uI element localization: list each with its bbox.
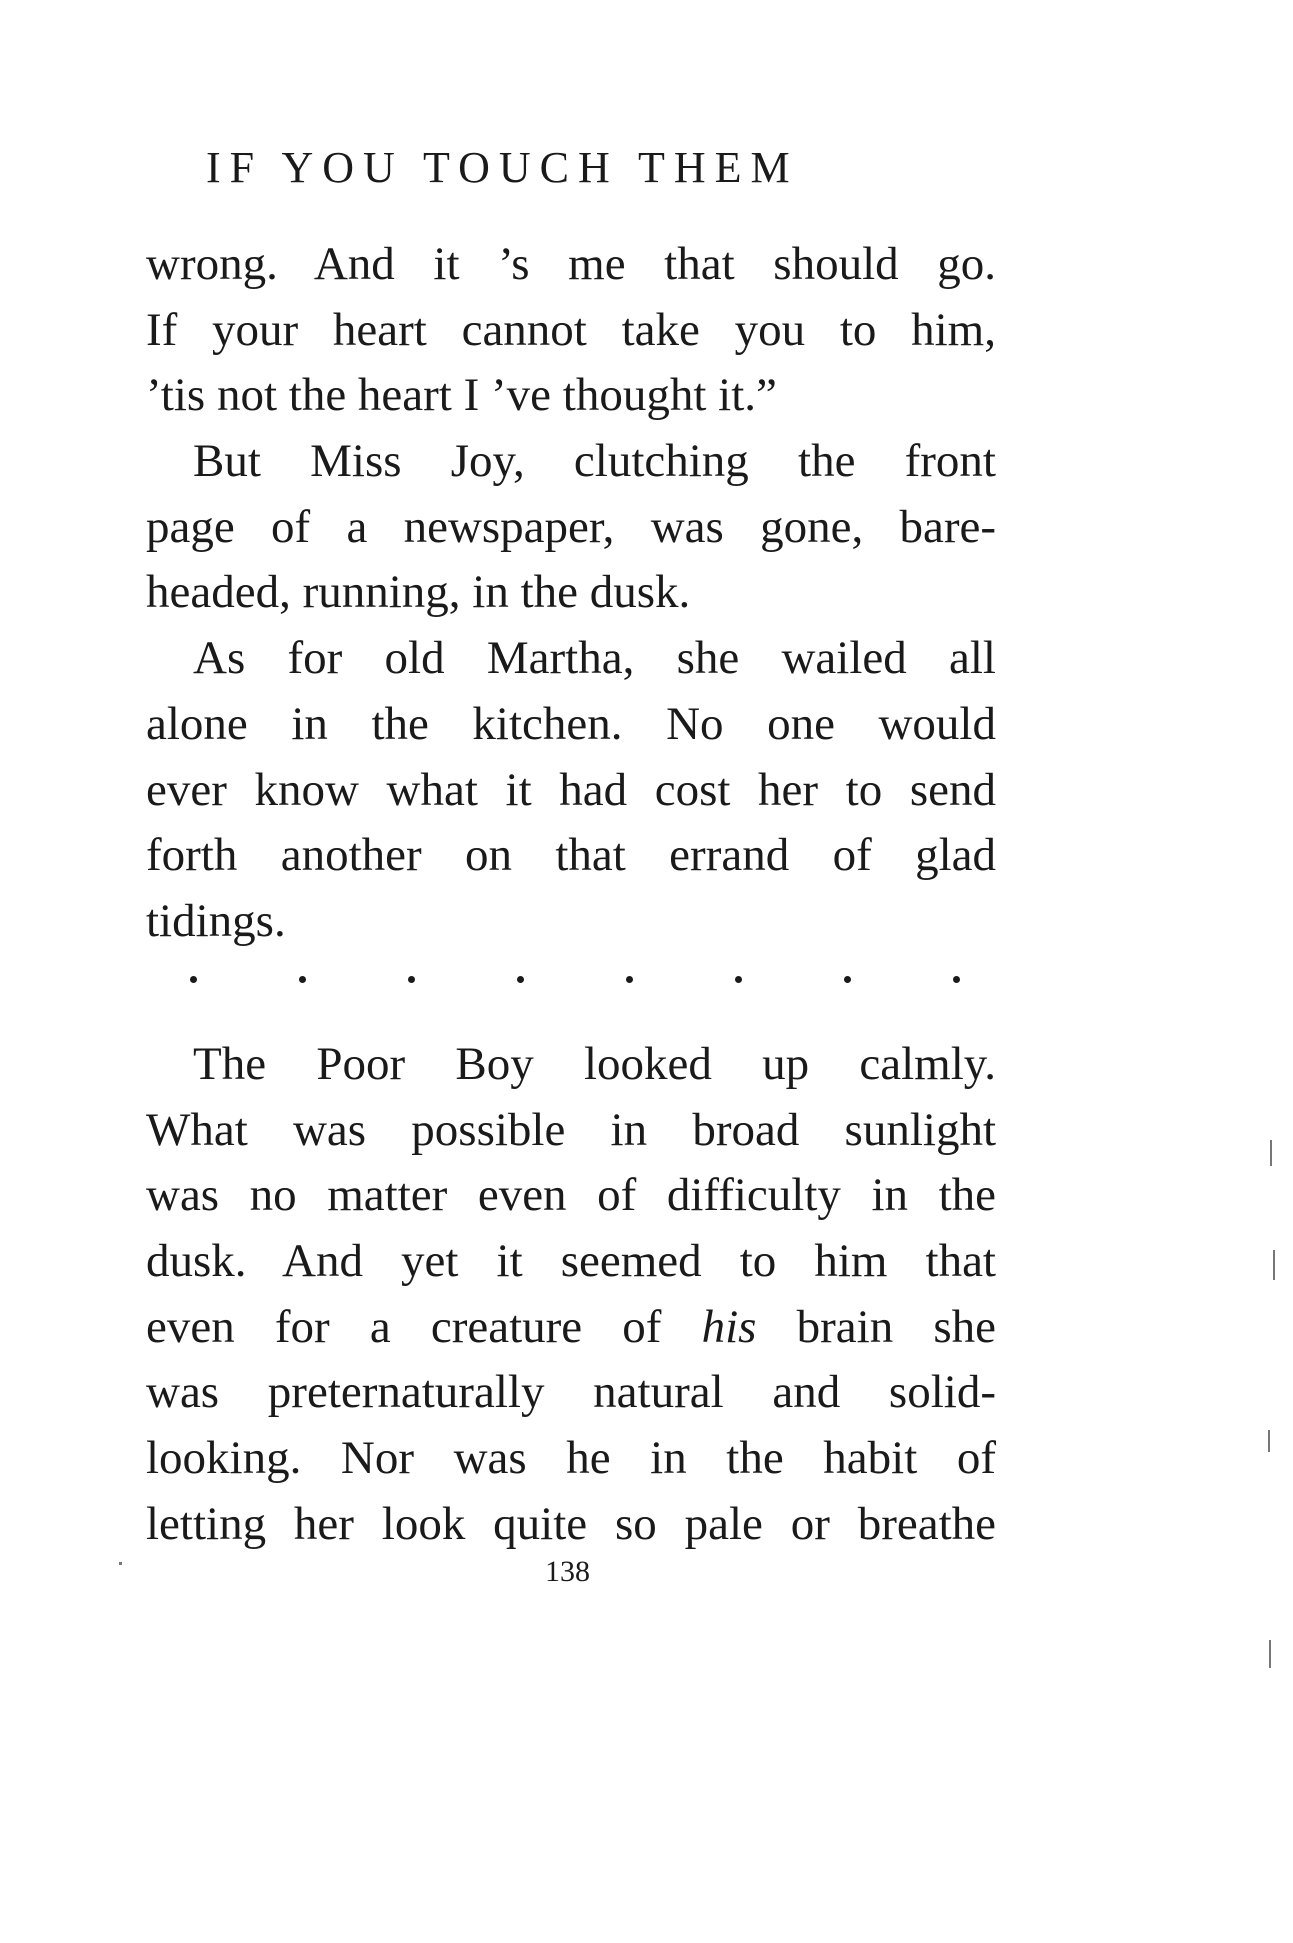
text-line: wrong. And it ’s me that should go. xyxy=(146,238,996,290)
scan-speck xyxy=(1270,1140,1272,1166)
scan-speck xyxy=(1273,1250,1275,1280)
paragraph-block-1 xyxy=(146,232,996,955)
running-head: IF YOU TOUCH THEM xyxy=(206,143,799,192)
text-line: dusk. And yet it seemed to him that xyxy=(146,1235,996,1288)
paragraph-block-2 xyxy=(146,1032,996,1558)
dot xyxy=(299,976,306,983)
text-line: If your heart cannot take you to him, xyxy=(146,303,996,356)
text-line: alone in the kitchen. No one would xyxy=(146,697,996,750)
text-line: ’tis not the heart I ’ve thought it.” xyxy=(146,369,777,422)
text-line: page of a newspaper, was gone, bare- xyxy=(146,500,996,553)
section-break-dots xyxy=(190,976,960,983)
text-line: But Miss Joy, clutching the front xyxy=(193,435,996,488)
dot xyxy=(626,976,633,983)
text-run: brain she xyxy=(756,1300,996,1353)
text-line: What was possible in broad sunlight xyxy=(146,1103,996,1156)
text-line: tidings. xyxy=(146,894,286,947)
text-line-with-italic xyxy=(146,1295,996,1361)
dot xyxy=(953,976,960,983)
text-line: forth another on that errand of glad xyxy=(146,829,996,882)
text-line: letting her look quite so pale or breathe xyxy=(146,1497,996,1550)
text-line: was no matter even of difficulty in the xyxy=(146,1169,996,1222)
text-line: headed, running, in the dusk. xyxy=(146,566,691,619)
dot xyxy=(844,976,851,983)
text-line: As for old Martha, she wailed all xyxy=(193,632,996,685)
page-number: 138 xyxy=(545,1555,590,1588)
dot xyxy=(190,976,197,983)
dot xyxy=(517,976,524,983)
italic-word: his xyxy=(701,1300,757,1353)
scan-speck xyxy=(119,1562,122,1565)
dot xyxy=(735,976,742,983)
dot xyxy=(408,976,415,983)
scan-speck xyxy=(1268,1430,1270,1452)
text-line: The Poor Boy looked up calmly. xyxy=(193,1038,996,1090)
text-line: looking. Nor was he in the habit of xyxy=(146,1432,996,1485)
scan-speck xyxy=(1269,1640,1271,1668)
text-run: even for a creature of xyxy=(146,1300,702,1353)
text-line: ever know what it had cost her to send xyxy=(146,763,996,816)
text-line: was preternaturally natural and solid- xyxy=(146,1366,996,1419)
